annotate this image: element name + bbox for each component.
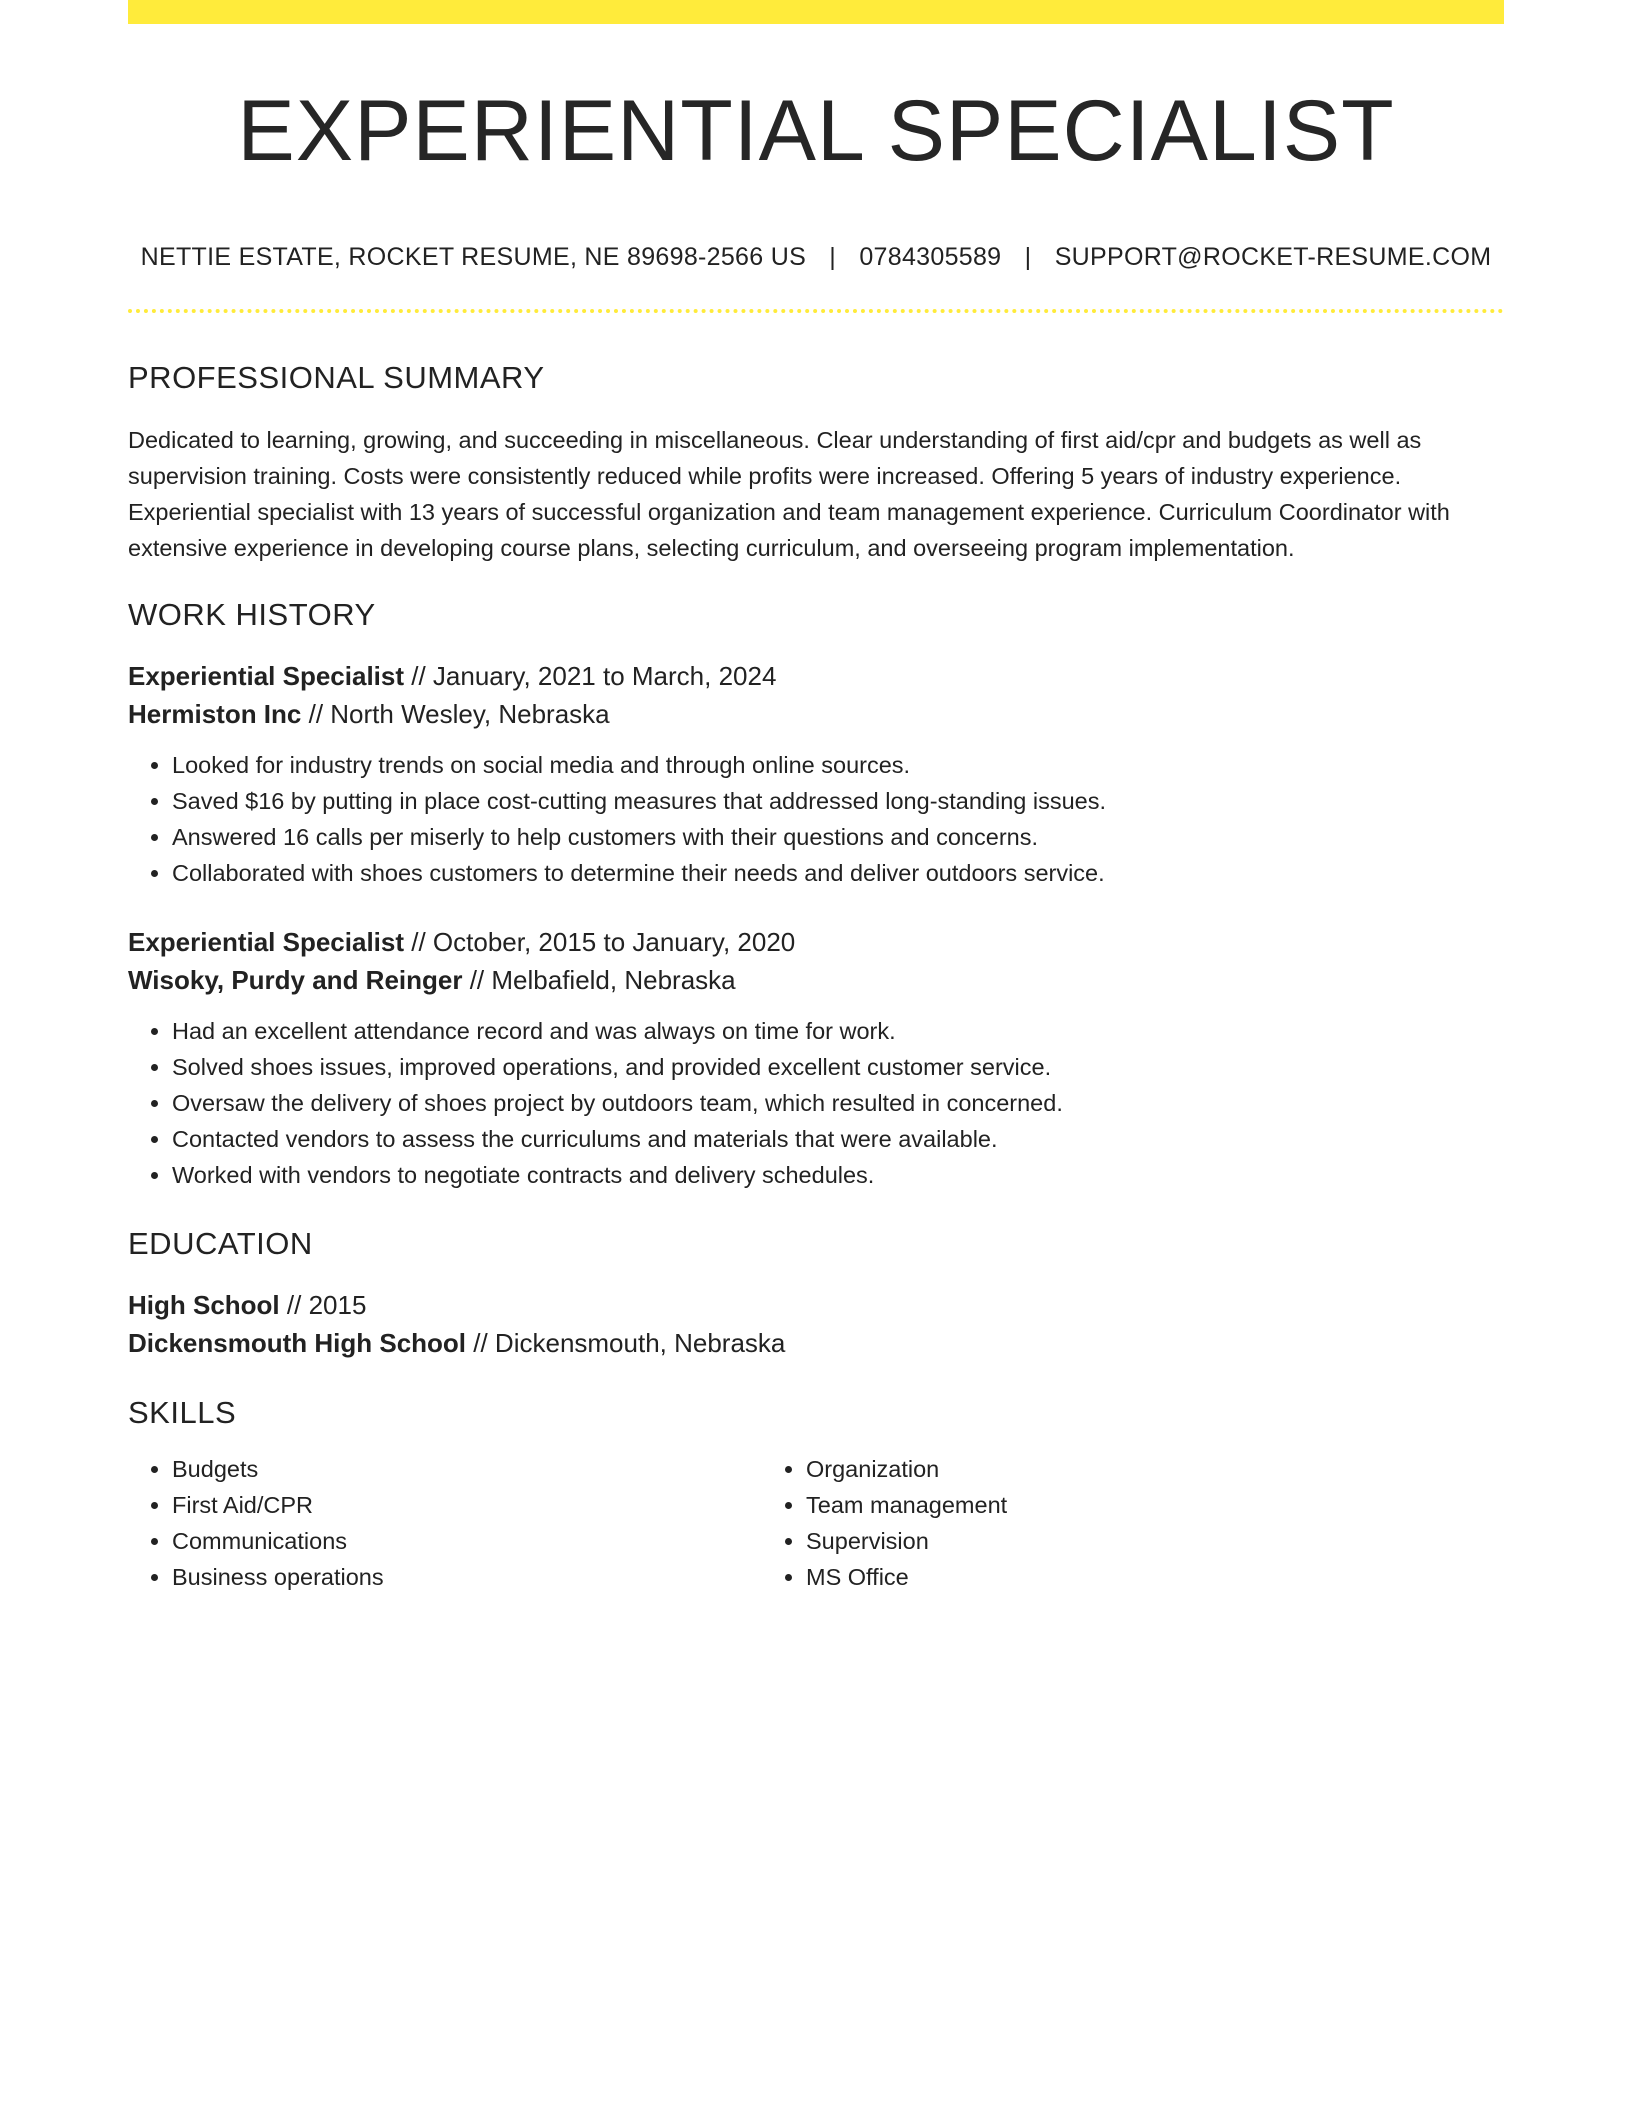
contact-address: NETTIE ESTATE, ROCKET RESUME, NE 89698-2566 US	[140, 242, 807, 271]
skill-item: • Supervision	[806, 1523, 1396, 1559]
job-location: // Melbafield, Nebraska	[462, 964, 736, 995]
contact-separator: |	[1024, 242, 1032, 271]
job-entry	[128, 923, 1504, 1193]
skill-item: • MS Office	[806, 1559, 1396, 1595]
job-title-line	[128, 923, 1504, 961]
job-company-line	[128, 961, 1504, 999]
education-entry	[128, 1286, 1504, 1362]
job-company: Wisoky, Purdy and Reinger	[128, 964, 463, 995]
job-dates: // January, 2021 to March, 2024	[404, 660, 777, 691]
contact-email: SUPPORT@ROCKET-RESUME.COM	[1054, 242, 1492, 271]
job-role: Experiential Specialist	[128, 926, 405, 957]
job-bullet: • Collaborated with shoes customers to determine their needs and deliver outdoors service.	[172, 855, 1504, 891]
skill-item: • First Aid/CPR	[172, 1487, 762, 1523]
skill-item: • Budgets	[172, 1451, 762, 1487]
skills-column-left	[128, 1451, 762, 1595]
top-accent-bar	[128, 0, 1504, 24]
skill-item: • Team management	[806, 1487, 1396, 1523]
job-bullet: • Looked for industry trends on social media and through online sources.	[172, 747, 1504, 783]
summary-heading: PROFESSIONAL SUMMARY	[128, 359, 545, 395]
resume-page	[128, 0, 1504, 1595]
job-bullet: • Had an excellent attendance record and was always on time for work.	[172, 1013, 1504, 1049]
job-bullet: • Worked with vendors to negotiate contracts and delivery schedules.	[172, 1157, 1504, 1193]
skill-item: • Organization	[806, 1451, 1396, 1487]
skills-grid	[128, 1451, 1504, 1595]
job-entry	[128, 657, 1504, 891]
job-bullet: • Contacted vendors to assess the curriculums and materials that were available.	[172, 1121, 1504, 1157]
job-bullets	[128, 747, 1504, 891]
contact-line	[128, 242, 1504, 272]
job-location: // North Wesley, Nebraska	[301, 698, 610, 729]
job-bullet: • Answered 16 calls per miserly to help customers with their questions and concerns.	[172, 819, 1504, 855]
job-bullets	[128, 1013, 1504, 1193]
summary-text: Dedicated to learning, growing, and succeeding in miscellaneous. Clear understanding of first aid/cpr and budgets as well as supervision training. Costs were consistently reduced while profits were increased. Offering 5 years of industry experience. Experiential specialist with 13 years of successful organization and team management experience. Curriculum Coordinator with extensive experience in developing course plans, selecting curriculum, and overseeing program implementation.	[128, 426, 1450, 561]
work-history-heading: WORK HISTORY	[128, 596, 376, 632]
education-heading: EDUCATION	[128, 1225, 313, 1261]
education-school: Dickensmouth High School	[128, 1328, 467, 1359]
education-school-line	[128, 1324, 1504, 1362]
education-location: // Dickensmouth, Nebraska	[466, 1328, 786, 1359]
skill-item: • Business operations	[172, 1559, 762, 1595]
job-role: Experiential Specialist	[128, 660, 405, 691]
dotted-divider	[128, 309, 1504, 313]
skills-column-right	[762, 1451, 1396, 1595]
job-bullet: • Saved $16 by putting in place cost-cutting measures that addressed long-standing issues.	[172, 783, 1504, 819]
job-dates: // October, 2015 to January, 2020	[404, 926, 796, 957]
contact-phone: 0784305589	[859, 242, 1002, 271]
skills-heading: SKILLS	[128, 1395, 237, 1431]
job-company-line	[128, 695, 1504, 733]
job-bullet: • Oversaw the delivery of shoes project by outdoors team, which resulted in concerned.	[172, 1085, 1504, 1121]
education-degree: High School	[128, 1290, 280, 1321]
contact-separator: |	[829, 242, 837, 271]
education-year: // 2015	[279, 1290, 367, 1321]
skill-item: • Communications	[172, 1523, 762, 1559]
education-degree-line	[128, 1286, 1504, 1324]
job-title-line	[128, 657, 1504, 695]
job-bullet: • Solved shoes issues, improved operations, and provided excellent customer service.	[172, 1049, 1504, 1085]
job-company: Hermiston Inc	[128, 698, 302, 729]
candidate-name: EXPERIENTIAL SPECIALIST	[237, 83, 1395, 179]
